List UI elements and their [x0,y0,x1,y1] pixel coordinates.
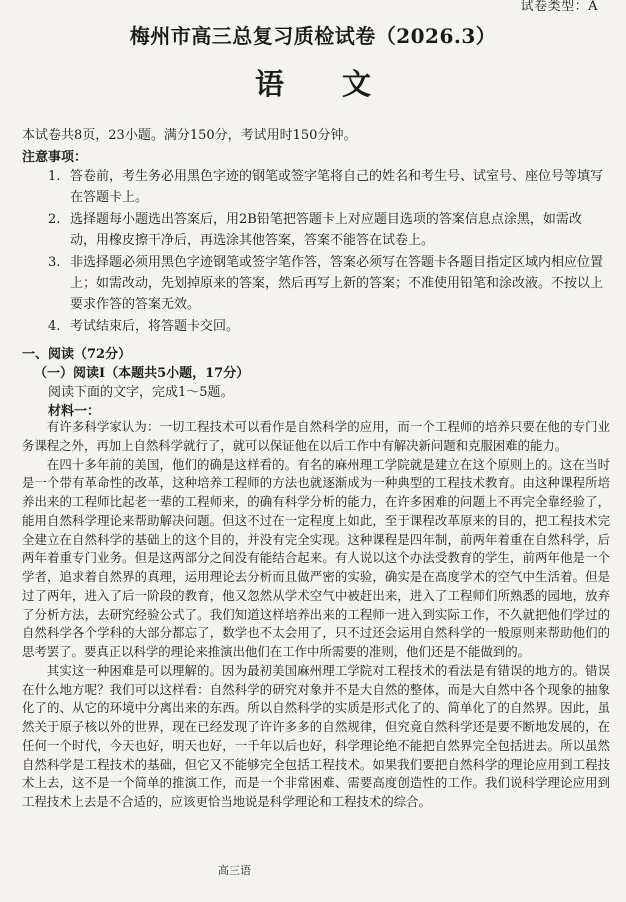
passage-paragraph: 有许多科学家认为：一切工程技术可以看作是自然科学的应用，而一个工程师的培养只要在他的专门业务课程之外，再加上自然科学就行了，就可以保证他在以后工作中有解决新问题和克服困难的能力。 [22,419,610,453]
notice-text: 答卷前，考生务必用黑色字迹的钢笔或签字笔将自己的姓名和考生号、试室号、座位号等填写在答题卡上。 [70,169,604,205]
notice-item [48,316,604,337]
exam-type-label: 试卷类型：A [520,0,598,14]
passage-paragraph: 在四十多年前的美国，他们的确是这样看的。有名的麻州理工学院就是建立在这个原则上的。这在当时是一个带有革命性的改革，这种培养工程师的方法也就逐渐成为一种典型的工程技术教育。由这种课程所培养出来的工程师比起老一辈的工程师来，的确有科学分析的能力，在许多困难的问题上不再完全靠经验了，能用自然科学理论来帮助解决问题。但这不过在一定程度上如此，至于课程改革原来的目的，把工程技术完全建立在自然科学的基础上的这个目的，并没有完全实现。这种课程是四年制，前两年着重在自然科学，后两年着重专门业务。但是这两部分之间没有能结合起来。有人说以这个办法受教育的学生，前两年他是一个学者，追求着自然界的真理，运用理论去分析而且做严密的实验，确实是在高度学术的空气中生活着。但是过了两年，进入了后一阶段的教育，他又忽然从学术空气中被赶出来，进入了工程师们所熟悉的园地，放弃了分析方法，去研究经验公式了。我们知道这样培养出来的工程师一进入到实际工作，不久就把他们学过的自然科学各个学科的大部分都忘了，数学也不太会用了，只不过还会运用自然科学的一般原则来帮助他们的思考罢了。要真正以科学的理论来推演出他们在工作中所需要的准则，他们还是不能做到的。 [22,456,610,659]
exam-intro: 本试卷共8页，23小题。满分150分，考试用时150分钟。 [22,128,357,143]
section-heading: 一、阅读（72分） [22,347,132,362]
passage-paragraph: 其实这一种困难是可以理解的。因为最初美国麻州理工学院对工程技术的看法是有错误的地方的。错误在什么地方呢？我们可以这样看：自然科学的研究对象并不是大自然的整体，而是大自然中各个现象的抽象化了的、从它的环境中分离出来的东西。所以自然科学的实质是形式化了的、简单化了的自然界。因此，虽然关于原子核以外的世界，现在已经发现了许许多多的自然规律，但究竟自然科学还是要不断地发展的，在任何一个时代，今天也好，明天也好，一千年以后也好，科学理论绝不能把自然界完全包括进去。所以虽然自然科学是工程技术的基础，但它又不能够完全包括工程技术。如果我们要把自然科学的理论应用到工程技术上去，这不是一个简单的推演工作，而是一个非常困难、需要高度创造性的工作。我们说科学理论应用到工程技术上去是不合适的，应该更恰当地说是科学理论和工程技术的综合。 [22,662,610,809]
notice-number: 1. [48,169,61,184]
notice-number: 4. [48,319,61,334]
notice-text: 考试结束后，将答题卡交回。 [70,319,240,334]
notice-item [48,209,604,251]
notice-number: 2. [48,212,61,227]
notice-text: 非选择题必须用黑色字迹钢笔或签字笔作答，答案必须写在答题卡各题目指定区域内相应位置上；如需改动，先划掉原来的答案，然后再写上新的答案；不准使用铅笔和涂改液。不按以上要求作答的答案无效。 [70,255,604,312]
notice-list [48,166,604,338]
reading-passage [22,418,610,812]
material-heading: 材料一： [48,404,101,419]
page-footer: 高三语 [218,864,251,877]
notice-text: 选择题每小题选出答案后，用2B铅笔把答题卡上对应题目选项的答案信息点涂黑，如需改动，用橡皮擦干净后，再选涂其他答案，答案不能答在试卷上。 [70,212,582,248]
notice-heading: 注意事项： [22,150,88,165]
reading-instruction: 阅读下面的文字，完成1～5题。 [48,385,234,400]
subject-title: 语文 [254,67,429,101]
subsection-heading: （一）阅读Ⅰ（本题共5小题，17分） [34,366,250,381]
notice-item [48,166,604,208]
exam-title: 梅州市高三总复习质检试卷（2026.3） [129,24,497,48]
notice-item [48,252,604,315]
notice-number: 3. [48,255,61,270]
